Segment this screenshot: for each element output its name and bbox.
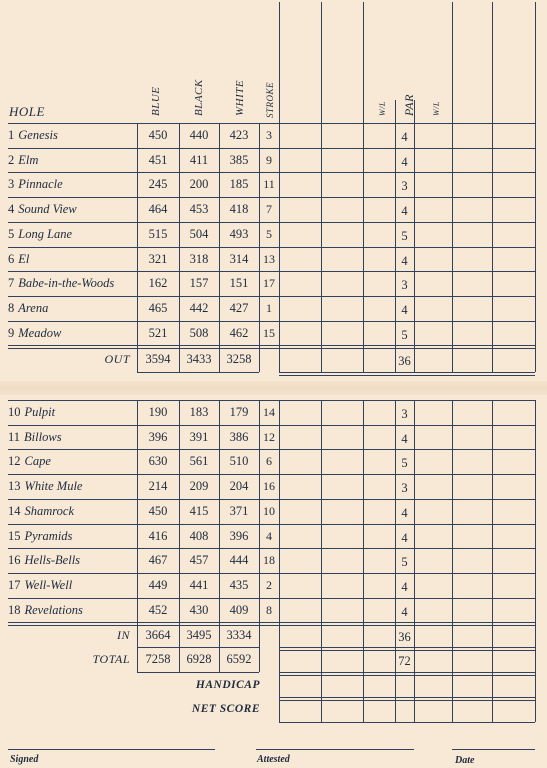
hole-label — [8, 202, 77, 217]
grid-hline — [8, 271, 535, 272]
hole-name: Shamrock — [24, 503, 75, 518]
hole-label — [8, 326, 61, 341]
par-value: 4 — [401, 204, 408, 219]
stroke-index: 14 — [263, 405, 275, 419]
hole-number: 5 — [8, 226, 15, 241]
white-header: WHITE — [234, 79, 246, 116]
hole-number: 17 — [8, 577, 21, 592]
blue-yardage: 450 — [148, 128, 168, 142]
hole-label — [8, 454, 51, 469]
grid-hline — [8, 296, 535, 297]
blue-yardage: 451 — [148, 152, 168, 167]
grid-hline — [8, 348, 535, 349]
total-par-total: 72 — [398, 654, 411, 668]
grid-vline — [492, 2, 493, 123]
par-value: 5 — [401, 228, 408, 243]
hole-number: 7 — [8, 276, 15, 291]
hole-number: 16 — [8, 553, 21, 568]
grid-hline — [8, 524, 535, 525]
par-header: PAR — [402, 94, 416, 116]
stroke-index: 8 — [266, 602, 272, 617]
black-yardage: 209 — [189, 479, 209, 494]
in-par-total: 36 — [398, 630, 411, 644]
grid-vline — [414, 400, 415, 722]
white-yardage: 314 — [229, 251, 249, 266]
stroke-index: 17 — [263, 276, 275, 291]
hole-label — [8, 128, 58, 143]
par-value: 3 — [401, 179, 408, 194]
grid-vline — [279, 123, 280, 372]
white-yardage: 385 — [229, 152, 249, 167]
grid-hline — [8, 123, 535, 124]
par-value: 4 — [401, 505, 408, 520]
stroke-index: 7 — [266, 202, 272, 217]
grid-vline — [395, 100, 396, 123]
grid-hline — [137, 372, 259, 373]
grid-hline — [279, 372, 535, 373]
par-value: 4 — [401, 431, 408, 446]
white-yardage: 409 — [229, 602, 249, 617]
grid-hline — [8, 625, 535, 626]
hole-number: 4 — [8, 202, 15, 217]
grid-hline — [8, 247, 535, 248]
grid-vline — [363, 123, 364, 372]
grid-hline — [8, 197, 535, 198]
hole-name: Babe-in-the-Woods — [18, 276, 115, 291]
par-value: 4 — [401, 604, 408, 619]
white-yardage: 151 — [229, 276, 249, 291]
hole-number: 15 — [8, 528, 21, 543]
white-yardage: 493 — [229, 226, 249, 241]
in-label: IN — [117, 628, 130, 642]
grid-hline — [279, 647, 535, 648]
in-black-total: 3495 — [186, 628, 212, 642]
black-yardage: 408 — [189, 528, 209, 543]
hole-label — [8, 276, 114, 291]
grid-vline — [279, 400, 280, 722]
stroke-index: 11 — [263, 177, 275, 192]
blue-yardage: 464 — [148, 202, 168, 217]
blue-yardage: 450 — [148, 503, 168, 518]
par-value: 4 — [401, 302, 408, 317]
total-black-total: 6928 — [186, 652, 212, 666]
par-value: 4 — [401, 530, 408, 545]
black-yardage: 561 — [189, 454, 209, 469]
grid-hline — [8, 345, 535, 346]
grid-vline — [279, 2, 280, 123]
white-yardage: 423 — [229, 128, 249, 142]
stroke-index: 12 — [263, 429, 275, 444]
white-yardage: 462 — [229, 325, 249, 340]
total-white-total: 6592 — [226, 652, 252, 666]
hole-label — [8, 578, 72, 593]
grid-hline — [8, 622, 535, 623]
grid-vline — [414, 123, 415, 372]
stroke-index: 18 — [263, 553, 275, 568]
black-yardage: 440 — [189, 128, 209, 142]
white-yardage: 179 — [229, 405, 249, 419]
grid-hline — [8, 749, 215, 750]
hole-label — [8, 529, 72, 544]
par-value: 4 — [401, 579, 408, 594]
hole-number: 1 — [8, 128, 15, 142]
fold-crease — [0, 381, 547, 395]
hole-label — [8, 479, 82, 494]
grid-vline — [535, 2, 536, 123]
black-yardage: 411 — [189, 152, 209, 167]
black-yardage: 508 — [189, 325, 209, 340]
grid-hline — [8, 573, 535, 574]
blue-yardage: 465 — [148, 300, 168, 315]
blue-yardage: 630 — [148, 454, 168, 469]
par-value: 4 — [401, 130, 408, 144]
hole-label — [8, 430, 62, 445]
in-white-total: 3334 — [226, 628, 252, 642]
wl-left-header: W/L — [378, 101, 387, 116]
par-value: 4 — [401, 154, 408, 169]
hole-name: Pyramids — [24, 528, 73, 543]
grid-hline — [279, 375, 535, 376]
par-value: 5 — [401, 555, 408, 570]
hole-label — [8, 177, 63, 192]
stroke-index: 16 — [263, 479, 275, 494]
stroke-index: 6 — [266, 454, 272, 469]
grid-hline — [279, 650, 535, 651]
grid-hline — [8, 222, 535, 223]
net-score-label: NET SCORE — [191, 703, 260, 715]
grid-hline — [8, 598, 535, 599]
hole-name: Meadow — [18, 325, 62, 340]
grid-hline — [8, 321, 535, 322]
hole-number: 9 — [8, 325, 15, 340]
hole-label — [8, 405, 55, 420]
hole-name: White Mule — [24, 479, 83, 494]
hole-number: 12 — [8, 454, 21, 469]
hole-name: Long Lane — [18, 226, 73, 241]
grid-hline — [8, 172, 535, 173]
grid-vline — [452, 2, 453, 123]
blue-yardage: 190 — [148, 405, 168, 419]
grid-vline — [363, 2, 364, 123]
hole-label — [8, 252, 29, 267]
hole-name: Arena — [18, 300, 49, 315]
hole-name: Revelations — [24, 602, 83, 617]
stroke-index: 10 — [263, 503, 275, 518]
grid-hline — [8, 449, 535, 450]
black-yardage: 200 — [189, 177, 209, 192]
grid-hline — [8, 400, 535, 401]
par-value: 3 — [401, 481, 408, 496]
out-label: OUT — [104, 352, 130, 366]
hole-name: Billows — [24, 429, 62, 444]
hole-name: Well-Well — [24, 577, 73, 592]
hole-name: Elm — [18, 152, 39, 167]
stroke-index: 1 — [266, 300, 272, 315]
grid-vline — [321, 123, 322, 372]
grid-hline — [137, 672, 259, 673]
white-yardage: 418 — [229, 202, 249, 217]
black-yardage: 453 — [189, 202, 209, 217]
stroke-header: STROKE — [265, 81, 275, 118]
white-yardage: 204 — [229, 479, 249, 494]
grid-hline — [8, 548, 535, 549]
grid-hline — [279, 700, 535, 701]
grid-vline — [535, 400, 536, 722]
out-par-total: 36 — [398, 354, 411, 368]
blue-yardage: 416 — [148, 528, 168, 543]
signed-label: Signed — [10, 754, 39, 765]
blue-yardage: 321 — [148, 251, 168, 266]
par-value: 5 — [401, 327, 408, 342]
out-white-total: 3258 — [226, 352, 252, 366]
par-value: 5 — [401, 456, 408, 471]
blue-yardage: 515 — [148, 226, 168, 241]
stroke-index: 9 — [266, 152, 272, 167]
hole-label — [8, 301, 48, 316]
blue-yardage: 467 — [148, 553, 168, 568]
white-yardage: 386 — [229, 429, 249, 444]
total-label: TOTAL — [92, 652, 130, 666]
grid-hline — [8, 425, 535, 426]
blue-header: BLUE — [150, 86, 162, 116]
grid-hline — [279, 672, 535, 673]
white-yardage: 444 — [229, 553, 249, 568]
hole-name: El — [18, 251, 30, 266]
hole-number: 13 — [8, 479, 21, 494]
hole-label — [8, 153, 38, 168]
black-yardage: 391 — [189, 429, 209, 444]
hole-label — [8, 227, 72, 242]
blue-yardage: 162 — [148, 276, 168, 291]
hole-name: Sound View — [18, 202, 77, 217]
stroke-index: 3 — [266, 128, 272, 142]
blue-yardage: 452 — [148, 602, 168, 617]
hole-number: 10 — [8, 405, 21, 419]
black-yardage: 441 — [189, 577, 209, 592]
total-blue-total: 7258 — [145, 652, 171, 666]
grid-vline — [321, 400, 322, 722]
hole-number: 2 — [8, 152, 15, 167]
par-value: 3 — [401, 407, 408, 421]
grid-vline — [363, 400, 364, 722]
black-yardage: 430 — [189, 602, 209, 617]
blue-yardage: 449 — [148, 577, 168, 592]
white-yardage: 185 — [229, 177, 249, 192]
grid-vline — [492, 123, 493, 372]
par-value: 3 — [401, 278, 408, 293]
white-yardage: 371 — [229, 503, 249, 518]
black-yardage: 157 — [189, 276, 209, 291]
hole-name: Cape — [24, 454, 51, 469]
hole-name: Pulpit — [24, 405, 56, 419]
black-yardage: 457 — [189, 553, 209, 568]
grid-hline — [8, 474, 535, 475]
grid-hline — [256, 749, 414, 750]
out-black-total: 3433 — [186, 352, 212, 366]
grid-hline — [452, 749, 535, 750]
white-yardage: 427 — [229, 300, 249, 315]
grid-vline — [321, 2, 322, 123]
grid-vline — [452, 123, 453, 372]
stroke-index: 5 — [266, 226, 272, 241]
stroke-index: 13 — [263, 251, 275, 266]
grid-hline — [8, 148, 535, 149]
grid-hline — [279, 675, 535, 676]
grid-hline — [8, 499, 535, 500]
black-yardage: 415 — [189, 503, 209, 518]
date-label: Date — [455, 755, 475, 766]
hole-label — [8, 553, 80, 568]
blue-yardage: 521 — [148, 325, 168, 340]
hole-label — [8, 504, 74, 519]
handicap-label: HANDICAP — [195, 679, 260, 691]
hole-name: Pinnacle — [18, 177, 63, 192]
hole-name: Hells-Bells — [24, 553, 81, 568]
black-yardage: 318 — [189, 251, 209, 266]
black-yardage: 504 — [189, 226, 209, 241]
blue-yardage: 245 — [148, 177, 168, 192]
stroke-index: 15 — [263, 325, 275, 340]
black-yardage: 183 — [189, 405, 209, 419]
hole-number: 11 — [8, 429, 21, 444]
hole-header: HOLE — [9, 104, 45, 119]
in-blue-total: 3664 — [145, 628, 171, 642]
stroke-index: 2 — [266, 577, 272, 592]
white-yardage: 510 — [229, 454, 249, 469]
grid-vline — [535, 123, 536, 372]
hole-number: 8 — [8, 300, 15, 315]
hole-number: 3 — [8, 177, 15, 192]
hole-name: Genesis — [18, 128, 58, 142]
par-value: 4 — [401, 253, 408, 268]
grid-hline — [279, 722, 535, 723]
blue-yardage: 396 — [148, 429, 168, 444]
black-header: BLACK — [193, 79, 205, 116]
hole-number: 6 — [8, 251, 15, 266]
hole-number: 14 — [8, 503, 21, 518]
out-blue-total: 3594 — [145, 352, 171, 366]
grid-vline — [492, 400, 493, 722]
attested-label: Attested — [257, 754, 290, 765]
stroke-index: 4 — [266, 528, 272, 543]
hole-label — [8, 603, 83, 618]
black-yardage: 442 — [189, 300, 209, 315]
hole-number: 18 — [8, 602, 21, 617]
white-yardage: 396 — [229, 528, 249, 543]
wl-right-header: W/L — [432, 101, 441, 116]
blue-yardage: 214 — [148, 479, 168, 494]
grid-hline — [137, 647, 259, 648]
grid-vline — [452, 400, 453, 722]
grid-hline — [279, 697, 535, 698]
white-yardage: 435 — [229, 577, 249, 592]
